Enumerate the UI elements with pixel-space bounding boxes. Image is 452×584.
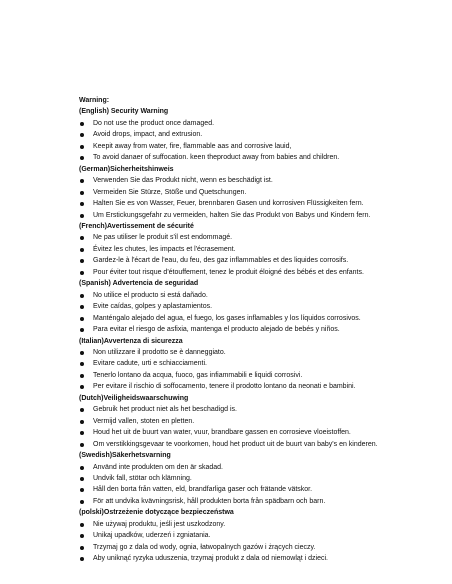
list-item [79,484,439,495]
bullet-icon [80,408,84,412]
list-item-text: Manténgalo alejado del agua, el fuego, los gases inflamables y los líquidos corrosivos. [93,314,361,322]
list-item-text: Gardez-le à l'écart de l'eau, du feu, des gaz inflammables et des liquides corrosifs. [93,257,349,265]
list-item-text: Vermeiden Sie Stürze, Stöße und Quetschungen. [93,188,247,196]
list-item [79,519,439,530]
section-english [79,106,439,163]
list-item [79,439,439,450]
list-item [79,290,439,301]
list-item-text: Vermijd vallen, stoten en pletten. [93,417,195,425]
section-heading: (Swedish)Säkerhetsvarning [79,452,171,460]
list-item [79,553,439,564]
section-heading: (Spanish) Advertencia de seguridad [79,280,199,288]
list-item-text: Halten Sie es von Wasser, Feuer, brennbaren Gasen und korrosiven Flüssigkeiten fern. [93,200,364,208]
list-item [79,232,439,243]
list-item [79,324,439,335]
bullet-icon [80,443,84,447]
list-item [79,198,439,209]
bullet-icon [80,248,84,252]
list-item [79,187,439,198]
section-polish [79,507,439,564]
list-item [79,416,439,427]
list-item [79,427,439,438]
list-item-text: Avoid drops, impact, and extrusion. [93,131,203,139]
bullet-icon [80,259,84,263]
bullet-icon [80,317,84,321]
bullet-icon [80,214,84,218]
list-item-text: Evitare cadute, urti e schiacciamenti. [93,360,207,368]
list-item-text: Houd het uit de buurt van water, vuur, brandbare gassen en corrosieve vloeistoffen. [93,429,351,437]
list-item [79,313,439,324]
list-item [79,542,439,553]
list-item-text: Unikaj upadków, uderzeń i zgniatania. [93,532,211,540]
section-german [79,164,439,221]
list-item-text: Aby uniknąć ryzyka uduszenia, trzymaj produkt z dala od niemowląt i dzieci. [93,555,328,563]
list-item-text: Non utilizzare il prodotto se è danneggiato. [93,348,226,356]
section-italian [79,336,439,393]
bullet-icon [80,523,84,527]
section-heading: (German)Sicherheitshinweis [79,165,174,173]
list-item-text: Håll den borta från vatten, eld, brandfarliga gaser och frätande vätskor. [93,486,313,494]
list-item-text: Använd inte produkten om den är skadad. [93,463,223,471]
list-item-text: Keepit away from water, fire, flammable aas and corrosive lauid, [93,142,292,150]
list-item [79,462,439,473]
list-item [79,404,439,415]
section-heading: (polski)Ostrzeżenie dotyczące bezpieczeństwa [79,509,234,517]
section-french [79,221,439,278]
section-spanish [79,278,439,335]
list-item-text: Undvik fall, stötar och klämning. [93,474,192,482]
list-item-text: Pour éviter tout risque d'étouffement, tenez le produit éloigné des bébés et des enfants. [93,268,364,276]
list-item [79,141,439,152]
bullet-icon [80,202,84,206]
list-item [79,347,439,358]
list-item-text: Um Erstickungsgefahr zu vermeiden, halten Sie das Produkt von Babys und Kindern fern. [93,211,371,219]
list-item-text: Evite caídas, golpes y aplastamientos. [93,303,213,311]
bullet-icon [80,351,84,355]
list-item [79,381,439,392]
bullet-icon [80,374,84,378]
section-heading: (Dutch)Veiligheidswaarschuwing [79,394,189,402]
list-item [79,370,439,381]
list-item [79,118,439,129]
list-item [79,301,439,312]
list-item-text: Do not use the product once damaged. [93,119,215,127]
bullet-icon [80,488,84,492]
list-item-text: Para evitar el riesgo de asfixia, mantenga el producto alejado de bebés y niños. [93,326,340,334]
bullet-icon [80,122,84,126]
list-item [79,152,439,163]
bullet-icon [80,431,84,435]
section-swedish [79,450,439,507]
section-heading: (French)Avertissement de sécurité [79,222,194,230]
bullet-icon [80,156,84,160]
bullet-icon [80,557,84,561]
section-heading: (Italian)Avvertenza di sicurezza [79,337,183,345]
list-item-text: Ne pas utiliser le produit s'il est endommagé. [93,234,233,242]
list-item-text: Om verstikkingsgevaar te voorkomen, houd het product uit de buurt van baby's en kinderen. [93,440,378,448]
bullet-icon [80,145,84,149]
bullet-icon [80,500,84,504]
bullet-icon [80,477,84,481]
list-item-text: Nie używaj produktu, jeśli jest uszkodzony. [93,520,226,528]
list-item [79,244,439,255]
bullet-icon [80,236,84,240]
list-item-text: To avoid danaer of suffocation. keen theproduct away from babies and children. [93,154,340,162]
list-item [79,129,439,140]
list-item-text: Verwenden Sie das Produkt nicht, wenn es beschädigt ist. [93,177,273,185]
bullet-icon [80,179,84,183]
bullet-icon [80,420,84,424]
section-heading: (English) Security Warning [79,108,169,116]
bullet-icon [80,133,84,137]
bullet-icon [80,385,84,389]
bullet-icon [80,305,84,309]
list-item [79,496,439,507]
list-item [79,358,439,369]
list-item [79,530,439,541]
warning-document [79,95,439,565]
document-title: Warning: [79,97,110,104]
list-item-text: Tenerlo lontano da acqua, fuoco, gas infiammabili e liquidi corrosivi. [93,371,303,379]
list-item [79,255,439,266]
list-item-text: Per evitare il rischio di soffocamento, tenere il prodotto lontano da neonati e bambini. [93,383,356,391]
section-dutch [79,393,439,450]
bullet-icon [80,271,84,275]
bullet-icon [80,191,84,195]
list-item [79,267,439,278]
list-item-text: För att undvika kvävningsrisk, håll produkten borta från spädbarn och barn. [93,497,326,505]
list-item-text: Évitez les chutes, les impacts et l'écrasement. [93,245,236,253]
bullet-icon [80,328,84,332]
list-item [79,210,439,221]
list-item-text: No utilice el producto si está dañado. [93,291,208,299]
list-item [79,473,439,484]
list-item-text: Gebruik het product niet als het beschadigd is. [93,406,237,414]
list-item [79,175,439,186]
bullet-icon [80,294,84,298]
list-item-text: Trzymaj go z dala od wody, ognia, łatwopalnych gazów i żrących cieczy. [93,543,316,551]
bullet-icon [80,534,84,538]
bullet-icon [80,466,84,470]
bullet-icon [80,362,84,366]
bullet-icon [80,546,84,550]
